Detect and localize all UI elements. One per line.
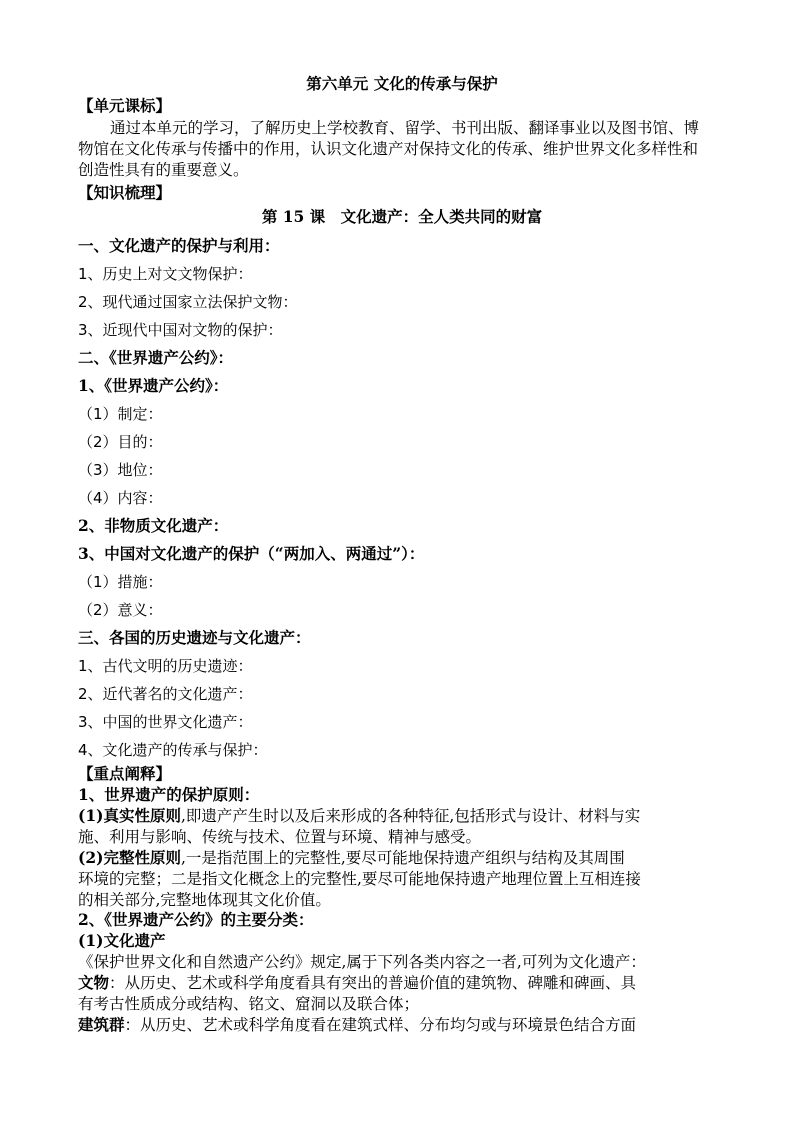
unit-title: 第六单元 文化的传承与保护	[306, 74, 498, 93]
standard-heading: 【单元课标】	[78, 96, 172, 115]
outline-item: 3、中国对文化遗产的保护（“两加入、两通过”）：	[78, 544, 425, 563]
key-paragraph-integrity	[78, 848, 726, 868]
outline-subitem: （2）意义：	[78, 601, 163, 619]
building-groups-text: ：从历史、艺术或科学角度看在建筑式样、分布均匀或与环境景色结合方面	[124, 1016, 637, 1034]
outline-item: 3、近现代中国对文物的保护：	[78, 321, 283, 339]
standard-line-3: 创造性具有的重要意义。	[78, 161, 249, 179]
building-groups-label: 建筑群	[78, 1015, 125, 1034]
outline-item: 2、近代著名的文化遗产：	[78, 685, 253, 703]
outline-item: 4、文化遗产的传承与保护：	[78, 741, 268, 759]
authenticity-text: ,即遗产产生时以及后来形成的各种特征,包括形式与设计、材料与实	[180, 807, 641, 825]
integrity-label: (2)完整性原则	[78, 848, 181, 867]
outline-subitem: （2）目的：	[78, 433, 163, 451]
outline-item: 1、古代文明的历史遗迹：	[78, 657, 253, 675]
key-item-1: 1、世界遗产的保护原则：	[78, 785, 260, 804]
relics-label: 文物	[78, 973, 110, 992]
building-groups-paragraph	[78, 1015, 726, 1035]
outline-section-3: 三、各国的历史遗迹与文化遗产：	[78, 628, 311, 647]
outline-section-2: 二、《世界遗产公约》：	[78, 348, 234, 367]
lesson-title: 第 15 课 文化遗产：全人类共同的财富	[261, 207, 543, 226]
standard-line-2: 物馆在文化传承与传播中的作用，认识文化遗产对保持文化的传承、维护世界文化多样性和	[78, 140, 699, 158]
integrity-line-3: 的相关部分,完整地体现其文化价值。	[78, 891, 331, 909]
outline-item: 3、中国的世界文化遗产：	[78, 713, 253, 731]
integrity-line-2: 环境的完整；二是指文化概念上的完整性,要尽可能地保持遗产地理位置上互相连接	[78, 870, 641, 888]
outline-item: 1、历史上对文文物保护：	[78, 265, 253, 283]
integrity-text: ,一是指范围上的完整性,要尽可能地保持遗产组织与结构及其周围	[180, 849, 625, 867]
key-item-2: 2、《世界遗产公约》的主要分类：	[78, 910, 314, 929]
key-heading: 【重点阐释】	[78, 764, 172, 783]
standard-line-1: 通过本单元的学习，了解历史上学校教育、留学、书刊出版、翻译事业以及图书馆、博	[110, 119, 700, 137]
authenticity-line-2: 施、利用与影响、传统与技术、位置与环境、精神与感受。	[78, 828, 482, 846]
cultural-heritage-heading: (1)文化遗产	[78, 931, 166, 950]
outline-item: 2、现代通过国家立法保护文物：	[78, 293, 298, 311]
outline-subitem: （4）内容：	[78, 489, 163, 507]
outline-subitem: （3）地位：	[78, 461, 163, 479]
outline-item: 1、《世界遗产公约》：	[78, 376, 229, 395]
outline-section-1: 一、文化遗产的保护与利用：	[78, 236, 280, 255]
key-paragraph-authenticity	[78, 806, 726, 826]
knowledge-heading: 【知识梳理】	[78, 183, 172, 202]
cultural-heritage-intro: 《保护世界文化和自然遗产公约》规定,属于下列各类内容之一者,可列为文化遗产：	[78, 953, 646, 971]
outline-item: 2、非物质文化遗产：	[78, 516, 229, 535]
authenticity-label: (1)真实性原则	[78, 806, 181, 825]
relics-paragraph	[78, 973, 726, 993]
relics-text: ：从历史、艺术或科学角度看具有突出的普遍价值的建筑物、碑雕和碑画、具	[109, 974, 637, 992]
relics-line-2: 有考古性质成分或结构、铭文、窟洞以及联合体；	[78, 995, 420, 1013]
outline-subitem: （1）制定：	[78, 405, 163, 423]
outline-subitem: （1）措施：	[78, 573, 163, 591]
